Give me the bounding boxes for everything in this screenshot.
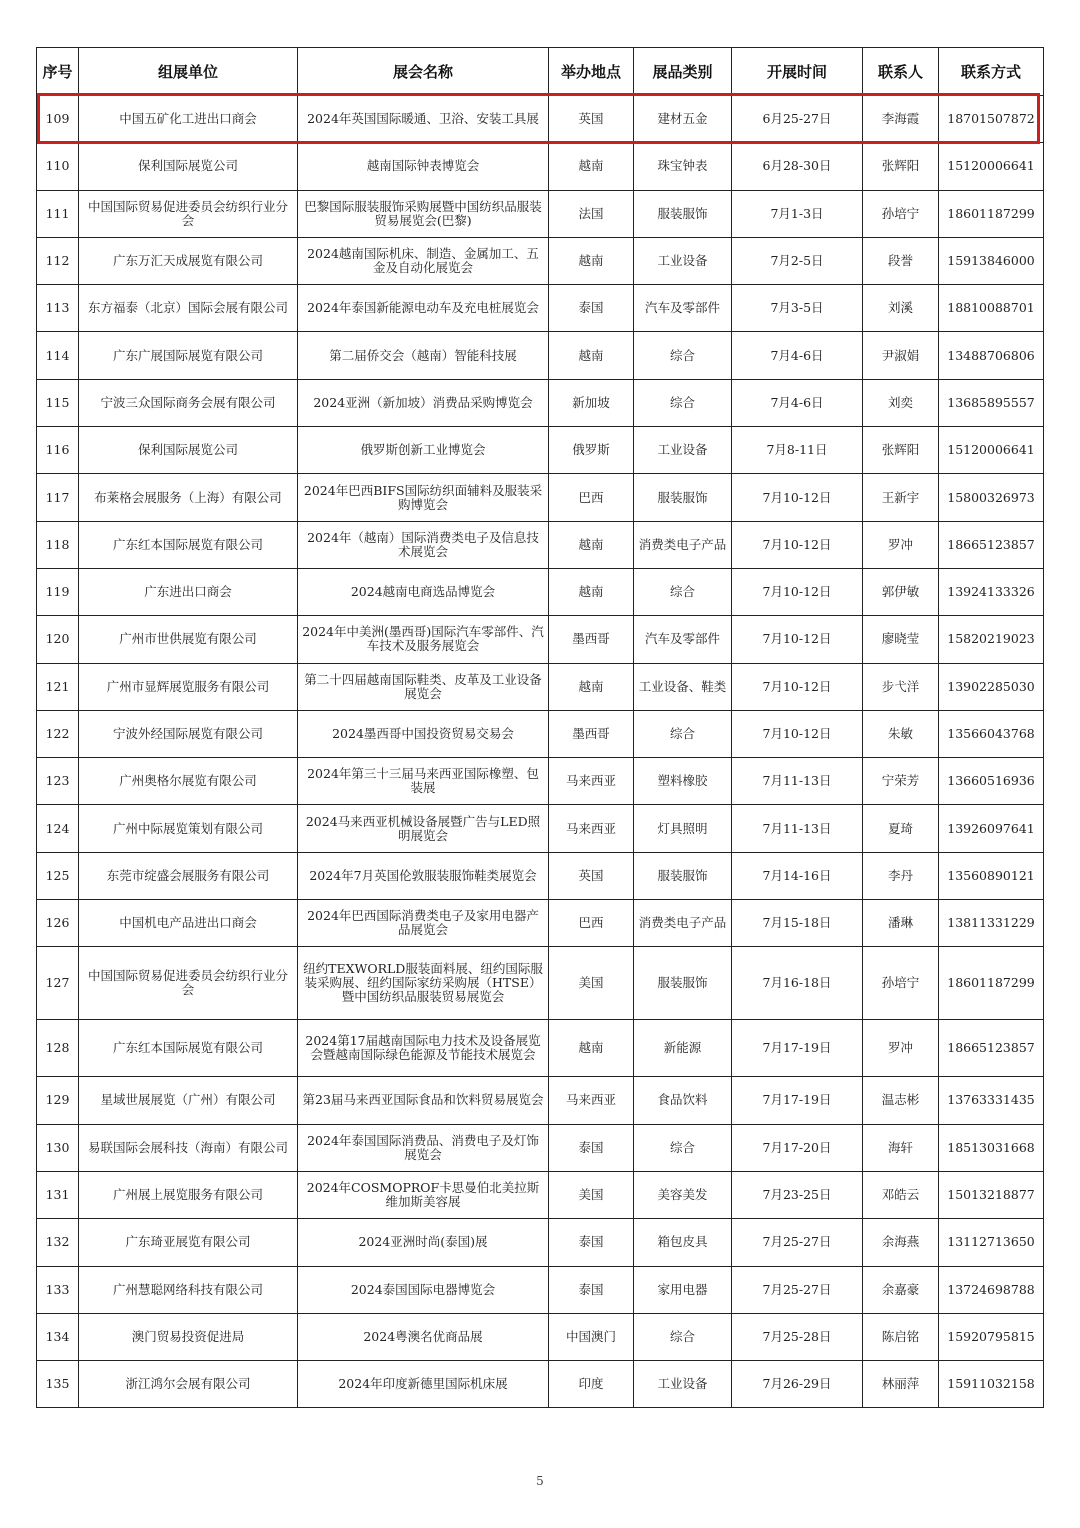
contact-person-cell: 郭伊敏 [863, 568, 939, 615]
row-index-cell: 131 [37, 1171, 79, 1218]
exhibition-name-cell: 2024第17届越南国际电力技术及设备展览会暨越南国际绿色能源及节能技术展览会 [298, 1020, 549, 1077]
category-cell: 箱包皮具 [634, 1219, 732, 1266]
contact-person-cell: 廖晓莹 [863, 616, 939, 663]
phone-cell: 13660516936 [939, 758, 1044, 805]
organizer-cell: 澳门贸易投资促进局 [79, 1313, 298, 1360]
date-cell: 7月23-25日 [732, 1171, 863, 1218]
row-index-cell: 122 [37, 710, 79, 757]
exhibition-name-cell: 越南国际钟表博览会 [298, 143, 549, 190]
phone-cell: 13926097641 [939, 805, 1044, 852]
location-cell: 越南 [549, 332, 634, 379]
phone-cell: 13902285030 [939, 663, 1044, 710]
row-index-cell: 124 [37, 805, 79, 852]
table-row [37, 1171, 1044, 1218]
exhibition-name-cell: 2024年巴西BIFS国际纺织面辅料及服装采购博览会 [298, 474, 549, 521]
location-cell: 泰国 [549, 1219, 634, 1266]
row-index-cell: 111 [37, 190, 79, 237]
contact-person-cell: 邓皓云 [863, 1171, 939, 1218]
date-cell: 7月15-18日 [732, 900, 863, 947]
organizer-cell: 东莞市绽盛会展服务有限公司 [79, 852, 298, 899]
header-organizer: 组展单位 [79, 48, 298, 96]
date-cell: 7月17-19日 [732, 1020, 863, 1077]
header-exhibition: 展会名称 [298, 48, 549, 96]
location-cell: 越南 [549, 237, 634, 284]
phone-cell: 18513031668 [939, 1124, 1044, 1171]
exhibition-name-cell: 2024粤澳名优商品展 [298, 1313, 549, 1360]
category-cell: 美容美发 [634, 1171, 732, 1218]
contact-person-cell: 潘琳 [863, 900, 939, 947]
date-cell: 7月10-12日 [732, 616, 863, 663]
location-cell: 法国 [549, 190, 634, 237]
organizer-cell: 广东红本国际展览有限公司 [79, 1020, 298, 1077]
exhibition-name-cell: 2024马来西亚机械设备展暨广告与LED照明展览会 [298, 805, 549, 852]
row-index-cell: 110 [37, 143, 79, 190]
header-phone: 联系方式 [939, 48, 1044, 96]
date-cell: 7月25-27日 [732, 1266, 863, 1313]
date-cell: 7月25-28日 [732, 1313, 863, 1360]
location-cell: 越南 [549, 1020, 634, 1077]
contact-person-cell: 余海燕 [863, 1219, 939, 1266]
exhibition-name-cell: 2024年英国国际暖通、卫浴、安装工具展 [298, 96, 549, 143]
table-row [37, 947, 1044, 1020]
phone-cell: 15911032158 [939, 1361, 1044, 1408]
contact-person-cell: 余嘉豪 [863, 1266, 939, 1313]
contact-person-cell: 步弋洋 [863, 663, 939, 710]
phone-cell: 15120006641 [939, 427, 1044, 474]
header-date: 开展时间 [732, 48, 863, 96]
organizer-cell: 广州市世供展览有限公司 [79, 616, 298, 663]
category-cell: 综合 [634, 1313, 732, 1360]
category-cell: 综合 [634, 332, 732, 379]
table-row [37, 1361, 1044, 1408]
category-cell: 食品饮料 [634, 1077, 732, 1124]
location-cell: 马来西亚 [549, 758, 634, 805]
date-cell: 7月10-12日 [732, 521, 863, 568]
exhibition-name-cell: 俄罗斯创新工业博览会 [298, 427, 549, 474]
contact-person-cell: 罗冲 [863, 521, 939, 568]
phone-cell: 13724698788 [939, 1266, 1044, 1313]
contact-person-cell: 刘溪 [863, 285, 939, 332]
date-cell: 6月28-30日 [732, 143, 863, 190]
row-index-cell: 119 [37, 568, 79, 615]
category-cell: 建材五金 [634, 96, 732, 143]
location-cell: 印度 [549, 1361, 634, 1408]
phone-cell: 18810088701 [939, 285, 1044, 332]
category-cell: 综合 [634, 568, 732, 615]
table-row [37, 616, 1044, 663]
exhibition-name-cell: 第23届马来西亚国际食品和饮料贸易展览会 [298, 1077, 549, 1124]
location-cell: 新加坡 [549, 379, 634, 426]
row-index-cell: 116 [37, 427, 79, 474]
phone-cell: 13112713650 [939, 1219, 1044, 1266]
header-index: 序号 [37, 48, 79, 96]
exhibition-name-cell: 2024年印度新德里国际机床展 [298, 1361, 549, 1408]
location-cell: 美国 [549, 1171, 634, 1218]
table-row [37, 852, 1044, 899]
row-index-cell: 127 [37, 947, 79, 1020]
date-cell: 7月10-12日 [732, 568, 863, 615]
table-row [37, 710, 1044, 757]
category-cell: 综合 [634, 379, 732, 426]
location-cell: 巴西 [549, 900, 634, 947]
row-index-cell: 125 [37, 852, 79, 899]
row-index-cell: 118 [37, 521, 79, 568]
organizer-cell: 东方福泰（北京）国际会展有限公司 [79, 285, 298, 332]
organizer-cell: 星域世展展览（广州）有限公司 [79, 1077, 298, 1124]
date-cell: 7月10-12日 [732, 710, 863, 757]
contact-person-cell: 海轩 [863, 1124, 939, 1171]
organizer-cell: 广州奥格尔展览有限公司 [79, 758, 298, 805]
category-cell: 汽车及零部件 [634, 616, 732, 663]
date-cell: 7月3-5日 [732, 285, 863, 332]
category-cell: 灯具照明 [634, 805, 732, 852]
date-cell: 7月26-29日 [732, 1361, 863, 1408]
organizer-cell: 中国国际贸易促进委员会纺织行业分会 [79, 190, 298, 237]
date-cell: 7月17-19日 [732, 1077, 863, 1124]
location-cell: 英国 [549, 852, 634, 899]
row-index-cell: 112 [37, 237, 79, 284]
phone-cell: 18601187299 [939, 947, 1044, 1020]
exhibition-name-cell: 2024亚洲（新加坡）消费品采购博览会 [298, 379, 549, 426]
date-cell: 7月4-6日 [732, 379, 863, 426]
phone-cell: 18701507872 [939, 96, 1044, 143]
contact-person-cell: 李海霞 [863, 96, 939, 143]
category-cell: 工业设备 [634, 427, 732, 474]
row-index-cell: 113 [37, 285, 79, 332]
row-index-cell: 133 [37, 1266, 79, 1313]
table-header-row [37, 48, 1044, 96]
category-cell: 服装服饰 [634, 190, 732, 237]
contact-person-cell: 段誉 [863, 237, 939, 284]
location-cell: 墨西哥 [549, 616, 634, 663]
contact-person-cell: 张辉阳 [863, 427, 939, 474]
row-index-cell: 129 [37, 1077, 79, 1124]
date-cell: 7月25-27日 [732, 1219, 863, 1266]
phone-cell: 15920795815 [939, 1313, 1044, 1360]
location-cell: 马来西亚 [549, 805, 634, 852]
phone-cell: 15120006641 [939, 143, 1044, 190]
table-row [37, 427, 1044, 474]
row-index-cell: 121 [37, 663, 79, 710]
row-index-cell: 132 [37, 1219, 79, 1266]
exhibition-name-cell: 2024年泰国国际消费品、消费电子及灯饰展览会 [298, 1124, 549, 1171]
organizer-cell: 易联国际会展科技（海南）有限公司 [79, 1124, 298, 1171]
exhibition-name-cell: 2024泰国国际电器博览会 [298, 1266, 549, 1313]
exhibition-name-cell: 2024年7月英国伦敦服装服饰鞋类展览会 [298, 852, 549, 899]
row-index-cell: 123 [37, 758, 79, 805]
row-index-cell: 117 [37, 474, 79, 521]
location-cell: 墨西哥 [549, 710, 634, 757]
category-cell: 服装服饰 [634, 852, 732, 899]
date-cell: 7月4-6日 [732, 332, 863, 379]
table-row [37, 143, 1044, 190]
organizer-cell: 浙江鸿尔会展有限公司 [79, 1361, 298, 1408]
category-cell: 珠宝钟表 [634, 143, 732, 190]
header-location: 举办地点 [549, 48, 634, 96]
date-cell: 7月8-11日 [732, 427, 863, 474]
header-contact: 联系人 [863, 48, 939, 96]
exhibition-name-cell: 2024年中美洲(墨西哥)国际汽车零部件、汽车技术及服务展览会 [298, 616, 549, 663]
table-row [37, 1124, 1044, 1171]
location-cell: 中国澳门 [549, 1313, 634, 1360]
location-cell: 越南 [549, 143, 634, 190]
location-cell: 越南 [549, 521, 634, 568]
exhibition-name-cell: 巴黎国际服装服饰采购展暨中国纺织品服装贸易展览会(巴黎) [298, 190, 549, 237]
contact-person-cell: 陈启铭 [863, 1313, 939, 1360]
table-row [37, 758, 1044, 805]
row-index-cell: 115 [37, 379, 79, 426]
contact-person-cell: 温志彬 [863, 1077, 939, 1124]
location-cell: 泰国 [549, 1266, 634, 1313]
page-number: 5 [536, 1474, 544, 1488]
organizer-cell: 布莱格会展服务（上海）有限公司 [79, 474, 298, 521]
row-index-cell: 126 [37, 900, 79, 947]
organizer-cell: 广东万汇天成展览有限公司 [79, 237, 298, 284]
exhibition-table [36, 47, 1044, 1408]
header-category: 展品类别 [634, 48, 732, 96]
organizer-cell: 广东进出口商会 [79, 568, 298, 615]
location-cell: 越南 [549, 663, 634, 710]
category-cell: 综合 [634, 710, 732, 757]
organizer-cell: 广东红本国际展览有限公司 [79, 521, 298, 568]
contact-person-cell: 尹淑娟 [863, 332, 939, 379]
table-row [37, 237, 1044, 284]
contact-person-cell: 刘奕 [863, 379, 939, 426]
phone-cell: 15913846000 [939, 237, 1044, 284]
table-row [37, 1266, 1044, 1313]
row-index-cell: 130 [37, 1124, 79, 1171]
organizer-cell: 中国机电产品进出口商会 [79, 900, 298, 947]
category-cell: 塑料橡胶 [634, 758, 732, 805]
exhibition-name-cell: 第二届侨交会（越南）智能科技展 [298, 332, 549, 379]
category-cell: 综合 [634, 1124, 732, 1171]
table-row [37, 1313, 1044, 1360]
table-row [37, 805, 1044, 852]
exhibition-name-cell: 2024年第三十三届马来西亚国际橡塑、包装展 [298, 758, 549, 805]
exhibition-name-cell: 2024越南国际机床、制造、金属加工、五金及自动化展览会 [298, 237, 549, 284]
contact-person-cell: 李丹 [863, 852, 939, 899]
date-cell: 7月16-18日 [732, 947, 863, 1020]
location-cell: 马来西亚 [549, 1077, 634, 1124]
row-index-cell: 114 [37, 332, 79, 379]
table-row [37, 332, 1044, 379]
table-row [37, 1219, 1044, 1266]
organizer-cell: 中国国际贸易促进委员会纺织行业分会 [79, 947, 298, 1020]
table-row [37, 379, 1044, 426]
date-cell: 7月14-16日 [732, 852, 863, 899]
phone-cell: 13566043768 [939, 710, 1044, 757]
phone-cell: 13924133326 [939, 568, 1044, 615]
location-cell: 越南 [549, 568, 634, 615]
organizer-cell: 保利国际展览公司 [79, 427, 298, 474]
exhibition-name-cell: 纽约TEXWORLD服装面料展、纽约国际服装采购展、纽约国际家纺采购展（HTSE）暨中国纺织品服装贸易展览会 [298, 947, 549, 1020]
phone-cell: 13811331229 [939, 900, 1044, 947]
phone-cell: 13488706806 [939, 332, 1044, 379]
contact-person-cell: 林丽萍 [863, 1361, 939, 1408]
organizer-cell: 广州中际展览策划有限公司 [79, 805, 298, 852]
location-cell: 美国 [549, 947, 634, 1020]
location-cell: 俄罗斯 [549, 427, 634, 474]
table-row [37, 190, 1044, 237]
organizer-cell: 广州展上展览服务有限公司 [79, 1171, 298, 1218]
row-index-cell: 134 [37, 1313, 79, 1360]
phone-cell: 18601187299 [939, 190, 1044, 237]
table-row [37, 1077, 1044, 1124]
row-index-cell: 128 [37, 1020, 79, 1077]
category-cell: 家用电器 [634, 1266, 732, 1313]
location-cell: 英国 [549, 96, 634, 143]
row-index-cell: 109 [37, 96, 79, 143]
phone-cell: 13685895557 [939, 379, 1044, 426]
location-cell: 泰国 [549, 1124, 634, 1171]
table-row [37, 285, 1044, 332]
category-cell: 消费类电子产品 [634, 900, 732, 947]
table-row [37, 568, 1044, 615]
date-cell: 7月11-13日 [732, 758, 863, 805]
organizer-cell: 广东琦亚展览有限公司 [79, 1219, 298, 1266]
table-row [37, 900, 1044, 947]
category-cell: 消费类电子产品 [634, 521, 732, 568]
contact-person-cell: 朱敏 [863, 710, 939, 757]
table-row [37, 96, 1044, 143]
contact-person-cell: 张辉阳 [863, 143, 939, 190]
table-row [37, 521, 1044, 568]
phone-cell: 15800326973 [939, 474, 1044, 521]
contact-person-cell: 王新宇 [863, 474, 939, 521]
phone-cell: 13560890121 [939, 852, 1044, 899]
category-cell: 工业设备、鞋类 [634, 663, 732, 710]
organizer-cell: 广州市显辉展览服务有限公司 [79, 663, 298, 710]
exhibition-name-cell: 2024年巴西国际消费类电子及家用电器产品展览会 [298, 900, 549, 947]
exhibition-name-cell: 2024墨西哥中国投资贸易交易会 [298, 710, 549, 757]
phone-cell: 15013218877 [939, 1171, 1044, 1218]
organizer-cell: 宁波外经国际展览有限公司 [79, 710, 298, 757]
category-cell: 新能源 [634, 1020, 732, 1077]
date-cell: 7月11-13日 [732, 805, 863, 852]
location-cell: 巴西 [549, 474, 634, 521]
exhibition-name-cell: 2024年泰国新能源电动车及充电桩展览会 [298, 285, 549, 332]
exhibition-name-cell: 2024亚洲时尚(泰国)展 [298, 1219, 549, 1266]
contact-person-cell: 罗冲 [863, 1020, 939, 1077]
row-index-cell: 120 [37, 616, 79, 663]
phone-cell: 18665123857 [939, 521, 1044, 568]
date-cell: 7月2-5日 [732, 237, 863, 284]
exhibition-name-cell: 2024年COSMOPROF卡思曼伯北美拉斯维加斯美容展 [298, 1171, 549, 1218]
date-cell: 7月10-12日 [732, 663, 863, 710]
category-cell: 工业设备 [634, 1361, 732, 1408]
exhibition-name-cell: 第二十四届越南国际鞋类、皮革及工业设备展览会 [298, 663, 549, 710]
organizer-cell: 中国五矿化工进出口商会 [79, 96, 298, 143]
category-cell: 工业设备 [634, 237, 732, 284]
phone-cell: 13763331435 [939, 1077, 1044, 1124]
organizer-cell: 宁波三众国际商务会展有限公司 [79, 379, 298, 426]
table-row [37, 1020, 1044, 1077]
organizer-cell: 广东广展国际展览有限公司 [79, 332, 298, 379]
category-cell: 汽车及零部件 [634, 285, 732, 332]
category-cell: 服装服饰 [634, 474, 732, 521]
contact-person-cell: 夏琦 [863, 805, 939, 852]
date-cell: 7月17-20日 [732, 1124, 863, 1171]
table-row [37, 663, 1044, 710]
phone-cell: 15820219023 [939, 616, 1044, 663]
contact-person-cell: 宁荣芳 [863, 758, 939, 805]
contact-person-cell: 孙培宁 [863, 190, 939, 237]
phone-cell: 18665123857 [939, 1020, 1044, 1077]
date-cell: 6月25-27日 [732, 96, 863, 143]
contact-person-cell: 孙培宁 [863, 947, 939, 1020]
exhibition-name-cell: 2024越南电商选品博览会 [298, 568, 549, 615]
location-cell: 泰国 [549, 285, 634, 332]
table-row [37, 474, 1044, 521]
row-index-cell: 135 [37, 1361, 79, 1408]
organizer-cell: 广州慧聪网络科技有限公司 [79, 1266, 298, 1313]
date-cell: 7月10-12日 [732, 474, 863, 521]
exhibition-name-cell: 2024年（越南）国际消费类电子及信息技术展览会 [298, 521, 549, 568]
category-cell: 服装服饰 [634, 947, 732, 1020]
organizer-cell: 保利国际展览公司 [79, 143, 298, 190]
date-cell: 7月1-3日 [732, 190, 863, 237]
